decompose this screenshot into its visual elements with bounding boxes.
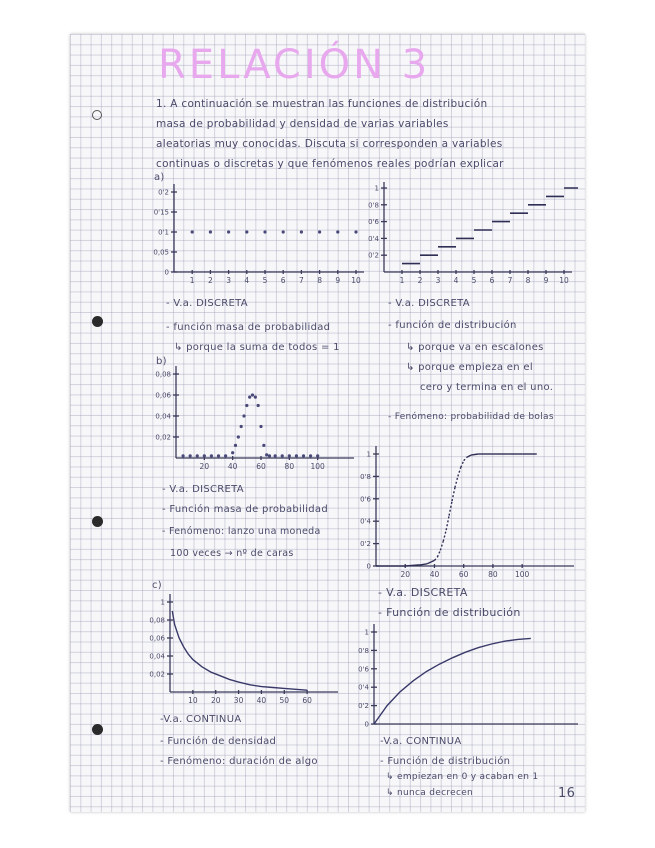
data-point bbox=[262, 444, 265, 447]
series-line bbox=[374, 638, 531, 724]
x-tick-label: 3 bbox=[435, 276, 441, 285]
y-tick-label: 0'8 bbox=[358, 646, 369, 655]
x-tick-label: 5 bbox=[471, 276, 477, 285]
note: ↳ porque la suma de todos = 1 bbox=[174, 342, 340, 353]
data-point bbox=[248, 396, 251, 399]
note: - Fenómeno: lanzo una moneda bbox=[162, 526, 321, 537]
y-tick-label: 1 bbox=[364, 628, 369, 637]
note: - Función masa de probabilidad bbox=[162, 504, 328, 515]
x-tick-label: 9 bbox=[335, 276, 341, 285]
x-tick-label: 1 bbox=[189, 276, 195, 285]
y-tick-label: 0 bbox=[164, 268, 169, 277]
section-label-c: c) bbox=[152, 580, 162, 591]
data-point bbox=[336, 230, 339, 233]
ring-hole-icon bbox=[92, 110, 102, 120]
y-tick-label: 0'2 bbox=[368, 251, 379, 260]
chart-c2 bbox=[356, 622, 578, 732]
y-tick-label: 0'6 bbox=[360, 495, 371, 504]
y-tick-label: 0'4 bbox=[360, 517, 371, 526]
x-tick-label: 3 bbox=[226, 276, 231, 285]
data-point bbox=[251, 393, 254, 396]
data-point bbox=[209, 230, 212, 233]
x-tick-label: 10 bbox=[351, 276, 361, 285]
x-tick-label: 10 bbox=[559, 276, 569, 285]
y-tick-label: 0,05 bbox=[153, 248, 169, 257]
y-tick-label: 0,02 bbox=[155, 433, 171, 442]
x-tick-label: 7 bbox=[299, 276, 304, 285]
data-point bbox=[263, 230, 266, 233]
data-point bbox=[254, 396, 257, 399]
x-tick-label: 8 bbox=[317, 276, 322, 285]
x-tick-label: 60 bbox=[458, 570, 469, 579]
note: ↳ nunca decrecen bbox=[386, 788, 474, 798]
note: - Función de distribución bbox=[380, 756, 511, 767]
x-tick-label: 2 bbox=[208, 276, 213, 285]
data-point bbox=[210, 454, 213, 457]
y-tick-label: 0,06 bbox=[155, 391, 171, 400]
y-tick-label: 0,08 bbox=[149, 616, 165, 625]
x-tick-label: 20 bbox=[210, 696, 221, 705]
chart-a1 bbox=[152, 182, 372, 294]
note: -V.a. CONTINUA bbox=[160, 714, 242, 725]
y-tick-label: 1 bbox=[374, 184, 379, 193]
series-segment bbox=[446, 516, 449, 531]
note: - función masa de probabilidad bbox=[166, 322, 331, 333]
x-tick-label: 60 bbox=[256, 462, 266, 471]
section-label-b: b) bbox=[156, 356, 167, 367]
y-tick-label: 1 bbox=[160, 598, 165, 607]
note: - V.a. DISCRETA bbox=[388, 298, 470, 309]
data-point bbox=[288, 454, 291, 457]
data-point bbox=[245, 230, 248, 233]
page-title: RELACIÓN 3 bbox=[158, 42, 431, 88]
data-point bbox=[227, 230, 230, 233]
y-tick-label: 0'4 bbox=[368, 234, 379, 243]
x-tick-label: 4 bbox=[453, 276, 459, 285]
x-tick-label: 100 bbox=[310, 462, 325, 471]
data-point bbox=[259, 425, 262, 428]
series-segment bbox=[455, 476, 458, 487]
x-tick-label: 40 bbox=[256, 696, 267, 705]
series-segment bbox=[440, 541, 443, 550]
x-tick-label: 6 bbox=[489, 276, 495, 285]
x-tick-label: 80 bbox=[488, 570, 498, 579]
chart-b2 bbox=[360, 446, 574, 582]
x-tick-label: 40 bbox=[429, 570, 440, 579]
intro-line: continuas o discretas y que fenómenos reales podrían explicar bbox=[156, 158, 504, 170]
data-point bbox=[245, 404, 248, 407]
x-tick-label: 4 bbox=[244, 276, 250, 285]
y-tick-label: 0,08 bbox=[155, 370, 171, 379]
series-segment bbox=[420, 564, 427, 565]
series-segment bbox=[461, 461, 464, 468]
series-segment bbox=[464, 457, 467, 460]
data-point bbox=[242, 414, 245, 417]
y-tick-label: 0'15 bbox=[153, 208, 169, 217]
note: 100 veces → nº de caras bbox=[170, 548, 294, 559]
data-point bbox=[302, 454, 305, 457]
x-tick-label: 2 bbox=[417, 276, 423, 285]
data-point bbox=[257, 404, 260, 407]
x-tick-label: 30 bbox=[233, 696, 244, 705]
note: ↳ porque va en escalones bbox=[406, 342, 544, 353]
note: - V.a. DISCRETA bbox=[378, 586, 468, 599]
y-tick-label: 0'1 bbox=[158, 228, 169, 237]
x-tick-label: 20 bbox=[400, 570, 411, 579]
x-tick-label: 20 bbox=[199, 462, 210, 471]
y-tick-label: 0'8 bbox=[368, 201, 379, 210]
note: - Función de densidad bbox=[160, 736, 277, 747]
series-segment bbox=[449, 501, 452, 516]
data-point bbox=[309, 454, 312, 457]
series-segment bbox=[467, 455, 471, 457]
x-tick-label: 7 bbox=[507, 276, 513, 285]
chart-a2 bbox=[366, 182, 578, 294]
ring-hole-icon bbox=[92, 724, 103, 735]
data-point bbox=[265, 453, 268, 456]
data-point bbox=[295, 454, 298, 457]
data-point bbox=[268, 454, 271, 457]
note: - función de distribución bbox=[388, 320, 517, 331]
note: -V.a. CONTINUA bbox=[380, 736, 462, 747]
data-point bbox=[196, 454, 199, 457]
data-point bbox=[282, 230, 285, 233]
x-tick-label: 10 bbox=[188, 696, 198, 705]
y-tick-label: 1 bbox=[366, 450, 371, 459]
data-point bbox=[281, 454, 284, 457]
x-tick-label: 6 bbox=[280, 276, 286, 285]
x-tick-label: 8 bbox=[525, 276, 531, 285]
y-tick-label: 0 bbox=[364, 720, 369, 729]
note: - Fenómeno: duración de algo bbox=[160, 756, 318, 767]
y-tick-label: 0'4 bbox=[358, 683, 369, 692]
x-tick-label: 40 bbox=[227, 462, 238, 471]
series-segment bbox=[458, 467, 461, 476]
chart-b1 bbox=[154, 364, 362, 480]
ring-hole-icon bbox=[92, 316, 103, 327]
series-segment bbox=[471, 454, 478, 455]
y-tick-label: 0'6 bbox=[368, 218, 379, 227]
data-point bbox=[231, 451, 234, 454]
data-point bbox=[300, 230, 303, 233]
x-tick-label: 60 bbox=[302, 696, 312, 705]
data-point bbox=[189, 454, 192, 457]
x-tick-label: 80 bbox=[284, 462, 295, 471]
note: ↳ empiezan en 0 y acaban en 1 bbox=[386, 772, 539, 782]
series-segment bbox=[427, 560, 434, 563]
data-point bbox=[203, 454, 206, 457]
series-segment bbox=[434, 557, 437, 560]
y-tick-label: 0'2 bbox=[358, 702, 369, 711]
notebook-page bbox=[70, 34, 585, 812]
note: - Función de distribución bbox=[378, 606, 521, 619]
x-tick-label: 1 bbox=[399, 276, 405, 285]
data-point bbox=[318, 230, 321, 233]
series-segment bbox=[437, 550, 440, 557]
data-point bbox=[224, 454, 227, 457]
note: - V.a. DISCRETA bbox=[166, 298, 248, 309]
note: - V.a. DISCRETA bbox=[162, 484, 244, 495]
series-segment bbox=[443, 530, 446, 541]
y-tick-label: 0 bbox=[366, 562, 371, 571]
intro-line: 1. A continuación se muestran las funciones de distribución bbox=[156, 98, 488, 110]
x-tick-label: 5 bbox=[262, 276, 268, 285]
series-segment bbox=[452, 488, 455, 501]
data-point bbox=[234, 444, 237, 447]
y-tick-label: 0'8 bbox=[360, 472, 371, 481]
x-tick-label: 100 bbox=[514, 570, 530, 579]
page-number: 16 bbox=[558, 786, 576, 801]
y-tick-label: 0,02 bbox=[149, 670, 165, 679]
intro-line: aleatorias muy conocidas. Discuta si corresponden a variables bbox=[156, 138, 503, 150]
y-tick-label: 0,06 bbox=[149, 634, 165, 643]
y-tick-label: 0,04 bbox=[155, 412, 171, 421]
data-point bbox=[316, 454, 319, 457]
data-point bbox=[274, 454, 277, 457]
section-label-a: a) bbox=[154, 172, 165, 183]
chart-c1 bbox=[142, 590, 338, 714]
data-point bbox=[191, 230, 194, 233]
x-tick-label: 9 bbox=[543, 276, 549, 285]
y-tick-label: 0,04 bbox=[149, 652, 165, 661]
ring-hole-icon bbox=[92, 516, 103, 527]
y-tick-label: 0'6 bbox=[358, 665, 369, 674]
x-tick-label: 50 bbox=[279, 696, 290, 705]
data-point bbox=[181, 454, 184, 457]
data-point bbox=[354, 230, 357, 233]
note: ↳ porque empieza en el bbox=[406, 362, 533, 373]
y-tick-label: 0'2 bbox=[158, 188, 169, 197]
y-tick-label: 0'2 bbox=[360, 540, 371, 549]
data-point bbox=[240, 425, 243, 428]
note: cero y termina en el uno. bbox=[420, 382, 554, 393]
series-line bbox=[172, 611, 307, 690]
intro-line: masa de probabilidad y densidad de varias variables bbox=[156, 118, 449, 130]
data-point bbox=[237, 435, 240, 438]
data-point bbox=[217, 454, 220, 457]
note: - Fenómeno: probabilidad de bolas bbox=[388, 412, 554, 422]
